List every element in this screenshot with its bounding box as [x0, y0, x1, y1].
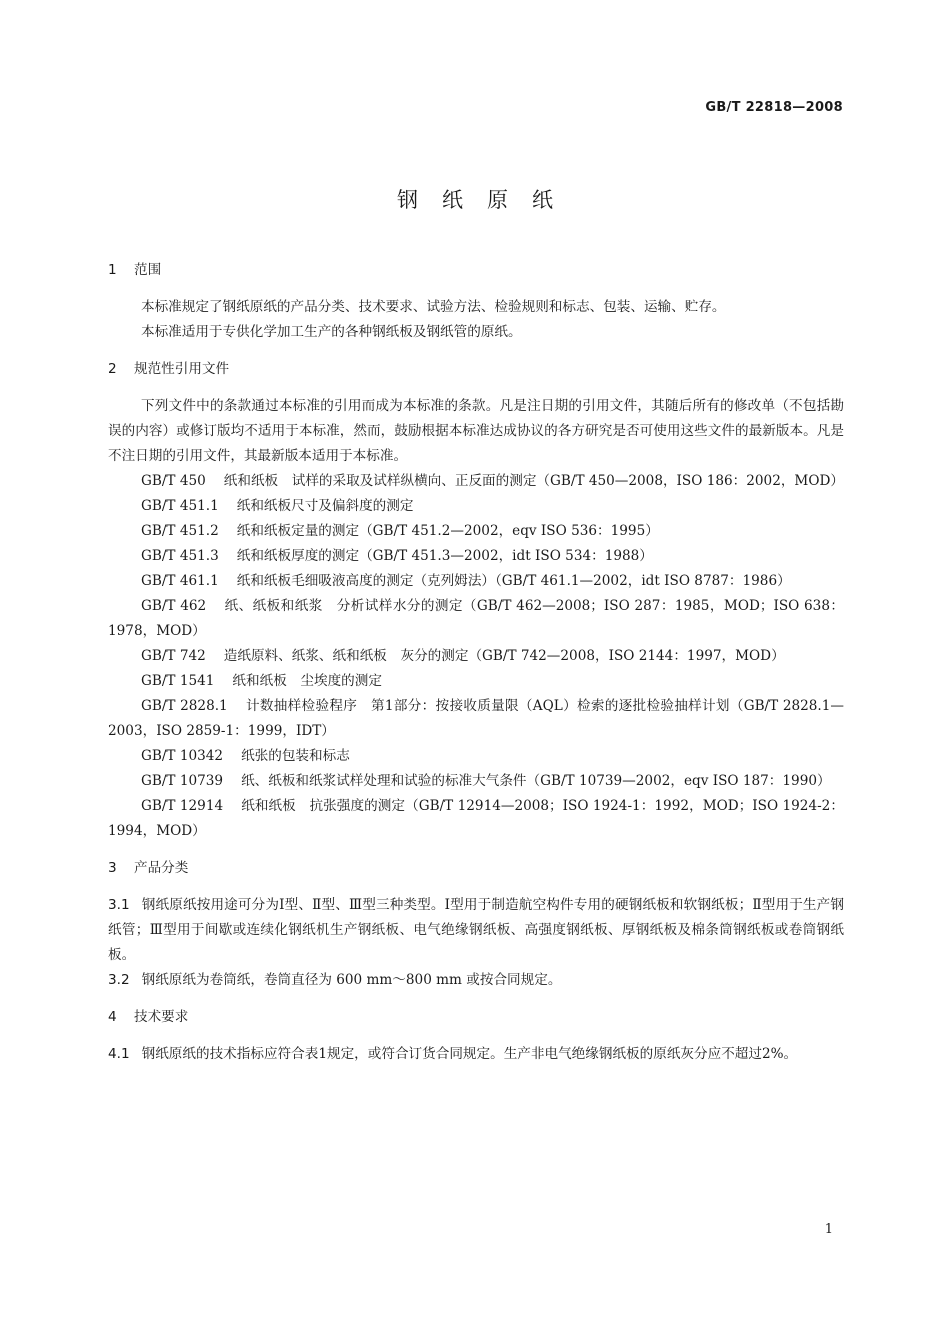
- section-2-heading: 2 规范性引用文件: [108, 361, 230, 377]
- reference-item: GB/T 742 造纸原料、纸浆、纸和纸板 灰分的测定（GB/T 742—2008，ISO 2144：1997，MOD）: [141, 648, 785, 664]
- reference-item: GB/T 10739 纸、纸板和纸浆试样处理和试验的标准大气条件（GB/T 10739—2002，eqv ISO 187：1990）: [141, 773, 831, 789]
- document-body: [108, 258, 844, 1067]
- clause-3-2: 3.2 钢纸原纸为卷筒纸，卷筒直径为 600 mm～800 mm 或按合同规定。: [108, 972, 562, 988]
- scope-paragraph: 本标准规定了钢纸原纸的产品分类、技术要求、试验方法、检验规则和标志、包装、运输、贮存。: [141, 299, 726, 315]
- reference-item: GB/T 12914 纸和纸板 抗张强度的测定（GB/T 12914—2008；ISO 1924-1：1992，MOD；ISO 1924-2：1994，MOD）: [108, 798, 844, 839]
- reference-item: GB/T 1541 纸和纸板 尘埃度的测定: [141, 673, 382, 689]
- clause-4-1: 4.1 钢纸原纸的技术指标应符合表1规定，或符合订货合同规定。生产非电气绝缘钢纸板的原纸灰分应不超过2%。: [108, 1046, 798, 1062]
- references-intro: 下列文件中的条款通过本标准的引用而成为本标准的条款。凡是注日期的引用文件，其随后所有的修改单（不包括勘误的内容）或修订版均不适用于本标准，然而，鼓励根据本标准达成协议的各方研究是否可使用这些文件的最新版本。凡是不注日期的引用文件，其最新版本适用于本标准。: [108, 398, 844, 464]
- reference-item: GB/T 10342 纸张的包装和标志: [141, 748, 350, 764]
- reference-item: GB/T 462 纸、纸板和纸浆 分析试样水分的测定（GB/T 462—2008；ISO 287：1985，MOD；ISO 638：1978，MOD）: [108, 598, 844, 639]
- reference-item: GB/T 451.1 纸和纸板尺寸及偏斜度的测定: [141, 498, 414, 514]
- reference-item: GB/T 451.3 纸和纸板厚度的测定（GB/T 451.3—2002，idt ISO 534：1988）: [141, 548, 653, 564]
- reference-item: GB/T 451.2 纸和纸板定量的测定（GB/T 451.2—2002，eqv ISO 536：1995）: [141, 523, 659, 539]
- section-3-heading: 3 产品分类: [108, 860, 189, 876]
- clause-3-1: 3.1 钢纸原纸按用途可分为Ⅰ型、Ⅱ型、Ⅲ型三种类型。Ⅰ型用于制造航空构件专用的硬钢纸板和软钢纸板；Ⅱ型用于生产钢纸管；Ⅲ型用于间歇或连续化钢纸机生产钢纸板、电气绝缘钢纸板、高强度钢纸板、厚钢纸板及棉条筒钢纸板或卷筒钢纸板。: [108, 897, 844, 963]
- page-number: 1: [824, 1222, 833, 1237]
- reference-item: GB/T 461.1 纸和纸板毛细吸液高度的测定（克列姆法）（GB/T 461.1—2002，idt ISO 8787：1986）: [141, 573, 791, 589]
- section-4-heading: 4 技术要求: [108, 1009, 189, 1025]
- reference-item: GB/T 450 纸和纸板 试样的采取及试样纵横向、正反面的测定（GB/T 450—2008，ISO 186：2002，MOD）: [141, 473, 844, 489]
- standard-code: GB/T 22818—2008: [705, 100, 843, 115]
- section-1-heading: 1 范围: [108, 262, 162, 278]
- reference-item: GB/T 2828.1 计数抽样检验程序 第1部分：按接收质量限（AQL）检索的逐批检验抽样计划（GB/T 2828.1—2003，ISO 2859-1：1999，IDT）: [108, 698, 844, 739]
- document-title: 钢纸原纸: [397, 188, 577, 212]
- scope-paragraph: 本标准适用于专供化学加工生产的各种钢纸板及钢纸管的原纸。: [141, 324, 522, 340]
